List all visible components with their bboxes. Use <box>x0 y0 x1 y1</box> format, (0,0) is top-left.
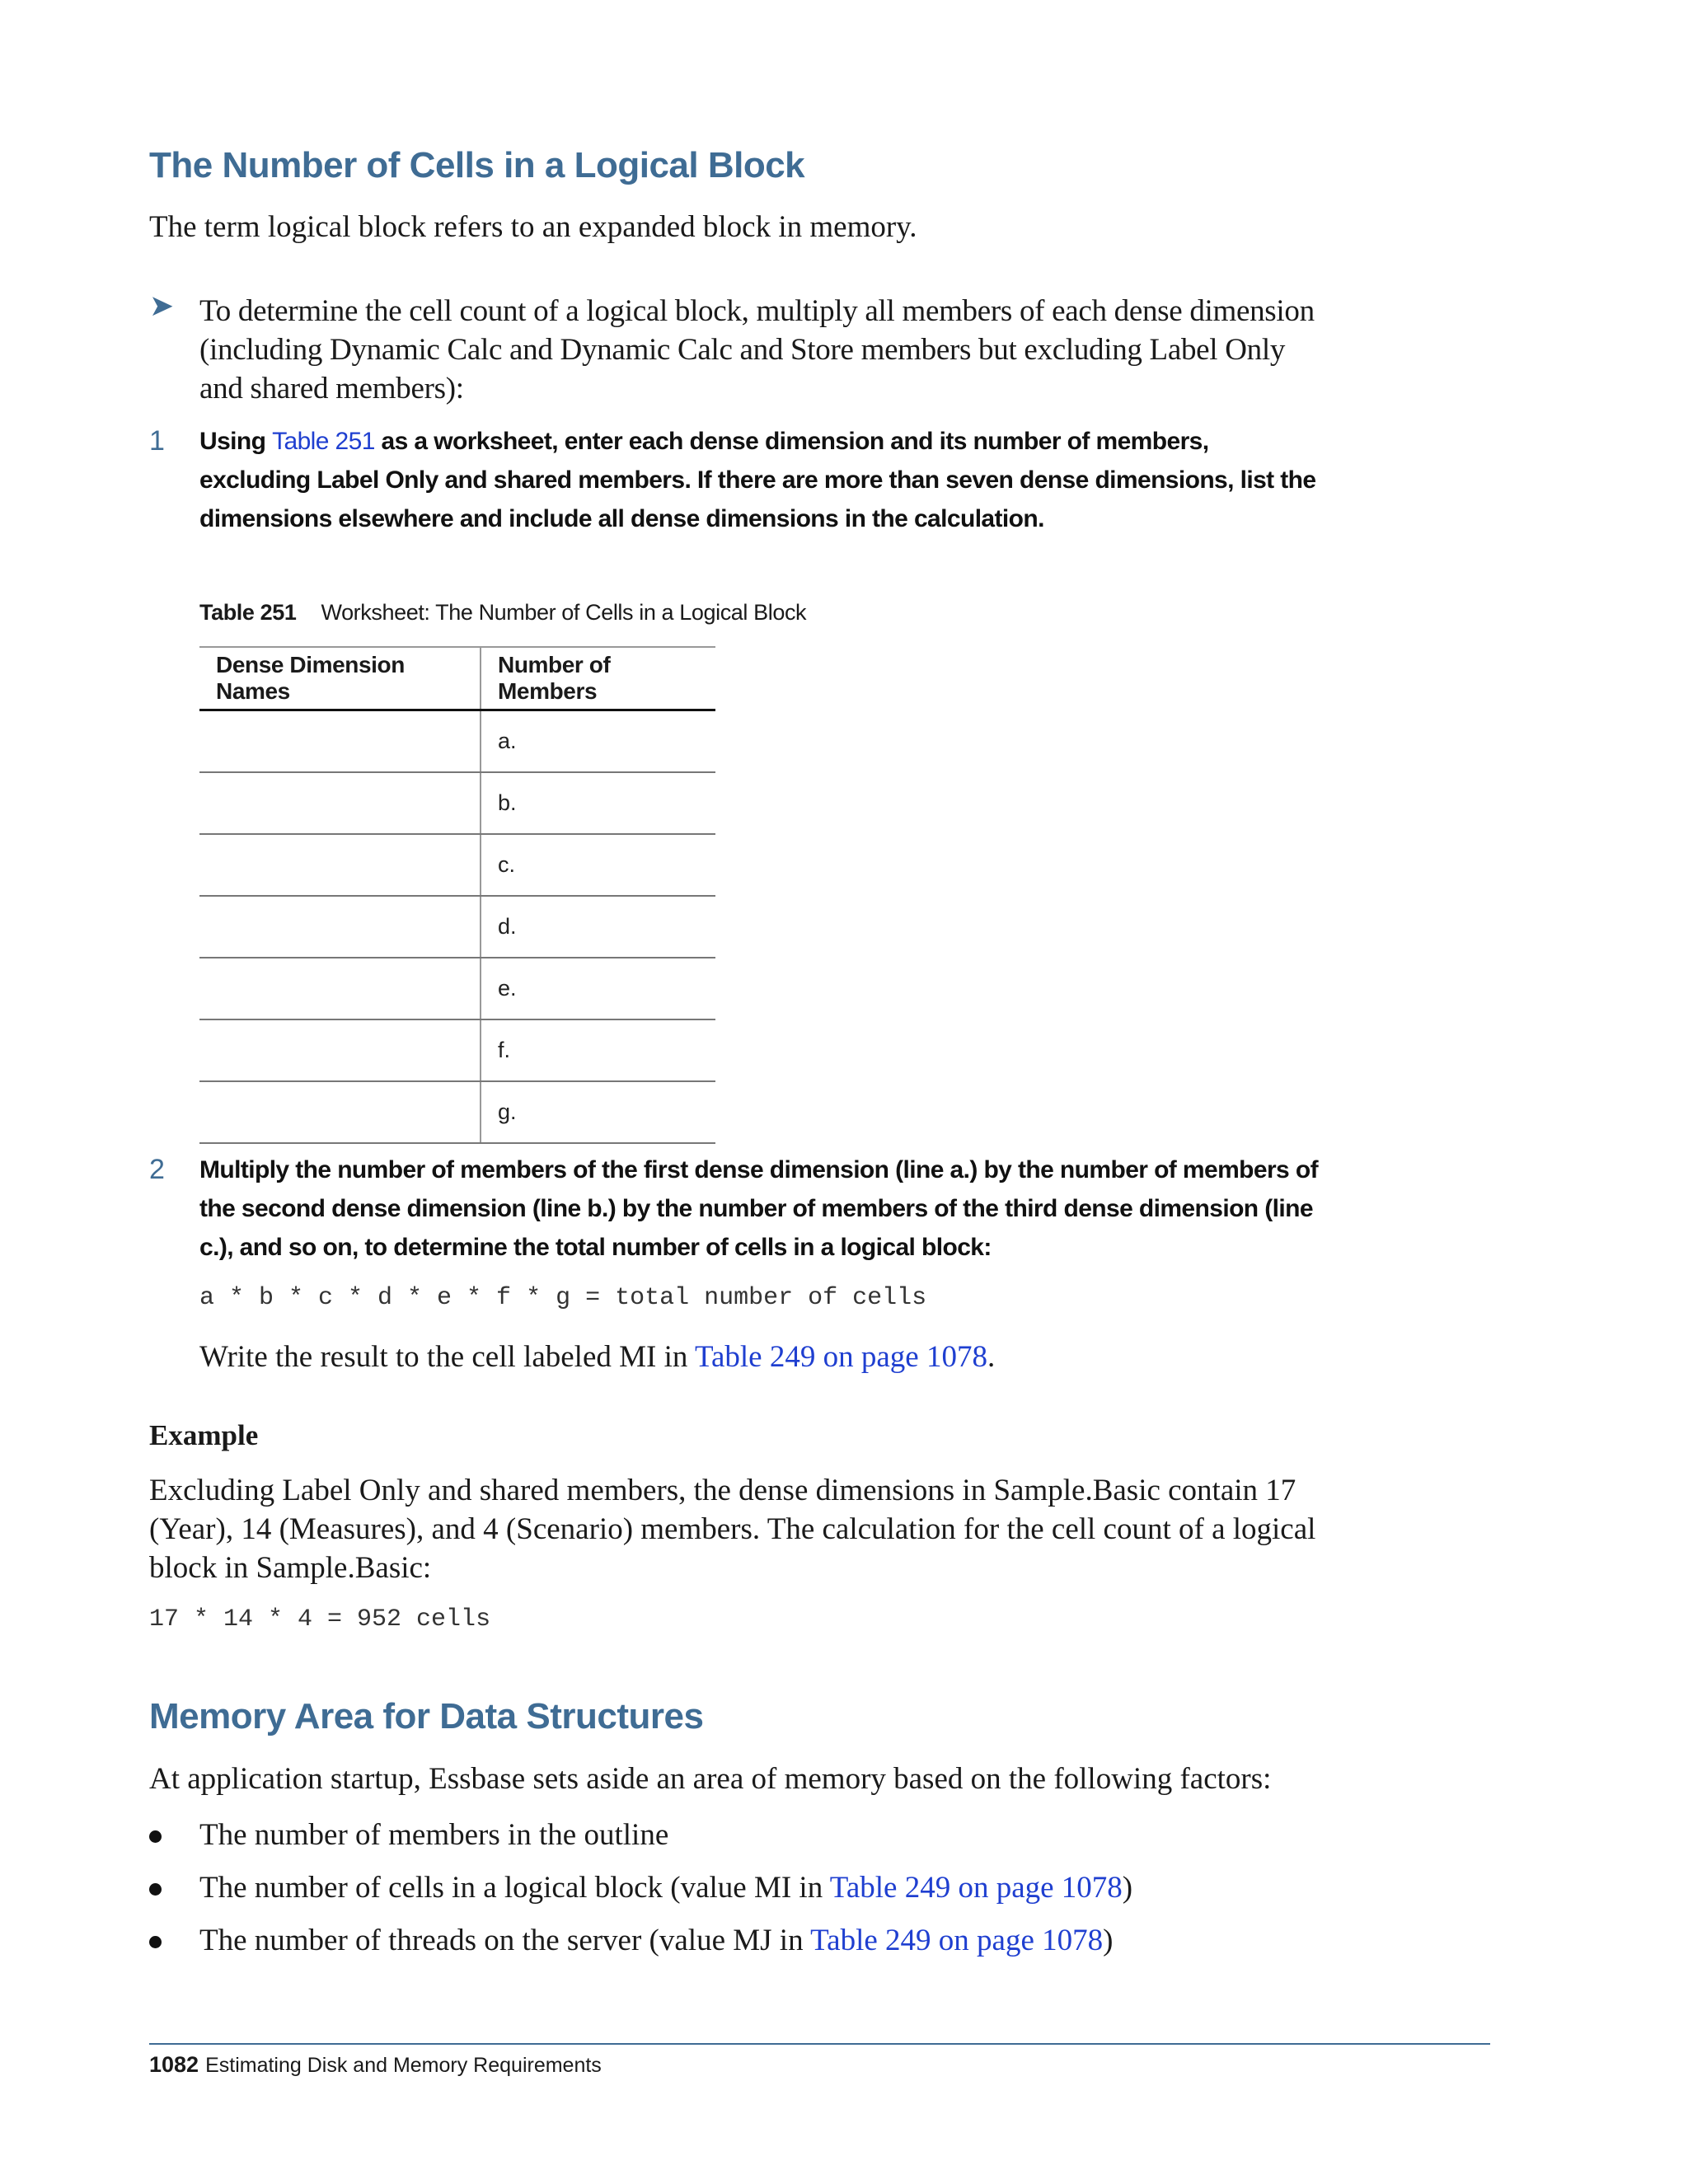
bullet-icon <box>149 1883 162 1896</box>
step-1-text <box>199 422 1320 538</box>
procedure-arrow-icon: ➤ <box>149 289 175 322</box>
section-heading-cells: The Number of Cells in a Logical Block <box>149 145 805 185</box>
step-2-number: 2 <box>149 1154 165 1185</box>
chapter-title: Estimating Disk and Memory Requirements <box>205 2054 602 2077</box>
table-cell-line-label: b. <box>481 772 715 834</box>
memory-intro-paragraph: At application startup, Essbase sets aside an area of memory based on the following factors: <box>149 1762 1272 1796</box>
table-caption <box>199 600 806 626</box>
list-item-text <box>199 1921 1113 1961</box>
step-1-number: 1 <box>149 425 165 457</box>
list-item-text <box>199 1868 1132 1908</box>
table-cell-empty <box>199 1019 481 1081</box>
table-cell-line-label: c. <box>481 834 715 896</box>
example-label: Example <box>149 1419 259 1451</box>
table-row <box>199 772 715 834</box>
table-249-link[interactable]: Table 249 on page 1078 <box>829 1871 1123 1905</box>
table-row <box>199 896 715 958</box>
list-item-text: The number of members in the outline <box>199 1818 669 1852</box>
footer-divider <box>149 2043 1490 2045</box>
page-footer <box>149 2052 602 2078</box>
bullet-icon <box>149 1936 162 1948</box>
step-2-formula: a * b * c * d * e * f * g = total number of cells <box>199 1284 927 1312</box>
table-251-link[interactable]: Table 251 <box>272 428 375 455</box>
procedure-paragraph: To determine the cell count of a logical block, multiply all members of each dense dimension (including Dynamic Calc and Dynamic Calc and Store members but excluding Label Only and shared members): <box>199 294 1315 405</box>
step-2-result-end: . <box>987 1340 996 1374</box>
table-cell-empty <box>199 772 481 834</box>
table-cell-empty <box>199 958 481 1019</box>
table-cell-line-label: d. <box>481 896 715 958</box>
worksheet-table <box>199 646 715 1144</box>
step-1-text-end: as a worksheet, enter each dense dimension and its number of members, excluding Label Only and shared members. If there are more than seven dense dimensions, list the dimensions elsewhere and include all dense dimensions in the calculation. <box>199 428 1316 532</box>
table-cell-empty <box>199 896 481 958</box>
table-row <box>199 958 715 1019</box>
table-cell-line-label: f. <box>481 1019 715 1081</box>
list-item-text-end: ) <box>1103 1924 1114 1957</box>
step-2-text: Multiply the number of members of the first dense dimension (line a.) by the number of members of the second dense dimension (line b.) by the number of members of the third dense dimension (line c.), and so on, to determine the total number of cells in a logical block: <box>199 1156 1318 1261</box>
table-cell-empty <box>199 710 481 773</box>
list-item-text-start: The number of threads on the server (value MJ in <box>199 1924 811 1957</box>
step-1-text-start: Using <box>199 428 273 455</box>
table-cell-empty <box>199 834 481 896</box>
table-249-link[interactable]: Table 249 on page 1078 <box>694 1340 987 1374</box>
section-heading-memory-area: Memory Area for Data Structures <box>149 1696 704 1736</box>
list-item-text-start: The number of cells in a logical block (value MI in <box>199 1871 830 1905</box>
table-cell-line-label: e. <box>481 958 715 1019</box>
table-row <box>199 1019 715 1081</box>
column-header-dimension-names: Dense Dimension Names <box>199 647 481 710</box>
intro-paragraph: The term logical block refers to an expanded block in memory. <box>149 210 917 244</box>
table-row <box>199 834 715 896</box>
table-caption-title: Worksheet: The Number of Cells in a Logical Block <box>321 600 807 625</box>
step-2-result-start: Write the result to the cell labeled MI in <box>199 1340 695 1374</box>
bullet-icon <box>149 1830 162 1843</box>
table-row <box>199 1081 715 1143</box>
table-249-link[interactable]: Table 249 on page 1078 <box>810 1924 1104 1957</box>
example-paragraph: Excluding Label Only and shared members, the dense dimensions in Sample.Basic contain 17 (Year), 14 (Measures), and 4 (Scenario) members. The calculation for the cell count of a logical block in Sample.Basic: <box>149 1474 1316 1585</box>
table-cell-line-label: a. <box>481 710 715 773</box>
table-cell-line-label: g. <box>481 1081 715 1143</box>
example-formula: 17 * 14 * 4 = 952 cells <box>149 1605 491 1633</box>
list-item-text-end: ) <box>1122 1871 1133 1905</box>
table-row <box>199 710 715 773</box>
page-number: 1082 <box>149 2052 199 2077</box>
step-2-result <box>199 1338 1320 1376</box>
table-cell-empty <box>199 1081 481 1143</box>
column-header-number-of-members: Number of Members <box>481 647 715 710</box>
table-caption-number: Table 251 <box>199 600 297 625</box>
